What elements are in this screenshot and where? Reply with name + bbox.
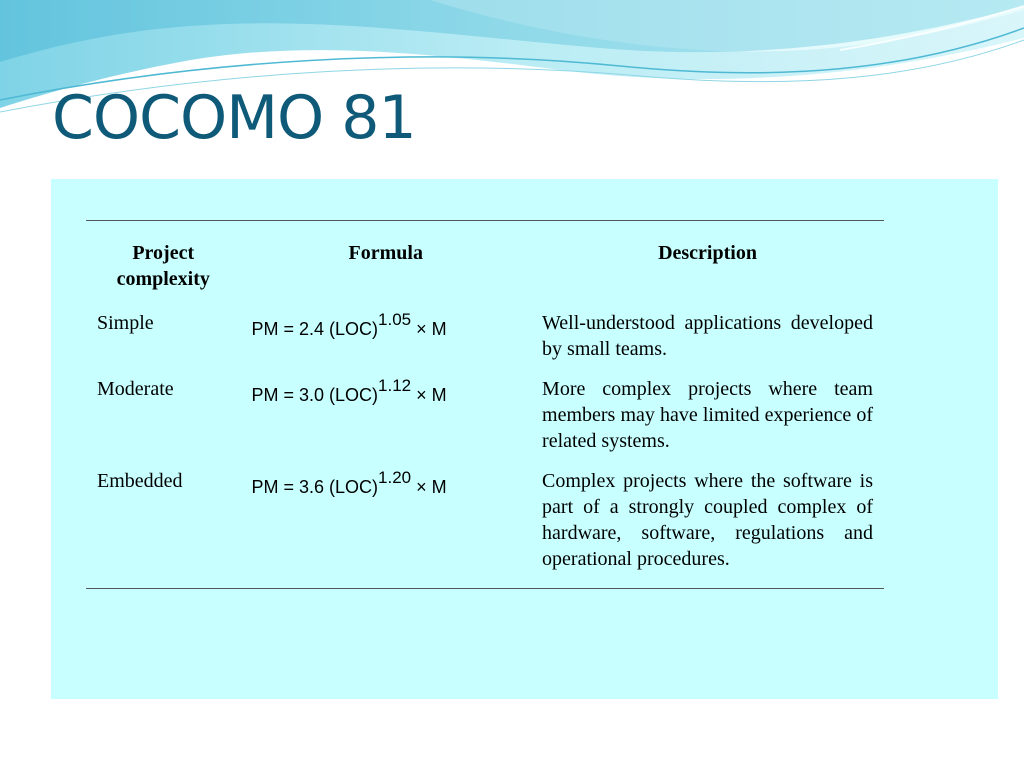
slide-title: COCOMO 81 xyxy=(52,83,416,153)
content-panel xyxy=(51,179,998,699)
row-formula xyxy=(240,462,531,589)
header-formula: Formula xyxy=(348,242,423,264)
row-formula xyxy=(240,370,531,462)
table-row xyxy=(86,462,884,589)
table-row xyxy=(86,370,884,462)
header-project-complexity: Project complexity xyxy=(116,242,210,290)
header-description: Description xyxy=(658,242,757,264)
row-description: Well-understood applications developed by small teams. xyxy=(542,312,873,360)
table-row xyxy=(86,304,884,370)
formula-multiplier: × M xyxy=(411,477,447,497)
formula-base: PM = 3.0 (LOC) xyxy=(251,385,379,405)
formula-exponent: 1.05 xyxy=(378,310,412,330)
row-formula xyxy=(240,304,531,370)
formula-base: PM = 2.4 (LOC) xyxy=(251,319,379,339)
formula-base: PM = 3.6 (LOC) xyxy=(251,477,379,497)
table-header-row xyxy=(86,221,884,305)
row-complexity: Simple xyxy=(97,312,154,334)
row-description: More complex projects where team members may have limited experience of related systems. xyxy=(542,378,873,452)
row-complexity: Moderate xyxy=(97,378,174,400)
formula-exponent: 1.20 xyxy=(378,468,412,488)
row-complexity: Embedded xyxy=(97,470,183,492)
cocomo-table xyxy=(86,220,884,589)
formula-multiplier: × M xyxy=(411,319,447,339)
formula-exponent: 1.12 xyxy=(378,376,412,396)
row-description: Complex projects where the software is part of a strongly coupled complex of hardware, software, regulations and operational procedures. xyxy=(542,470,873,570)
formula-multiplier: × M xyxy=(411,385,447,405)
